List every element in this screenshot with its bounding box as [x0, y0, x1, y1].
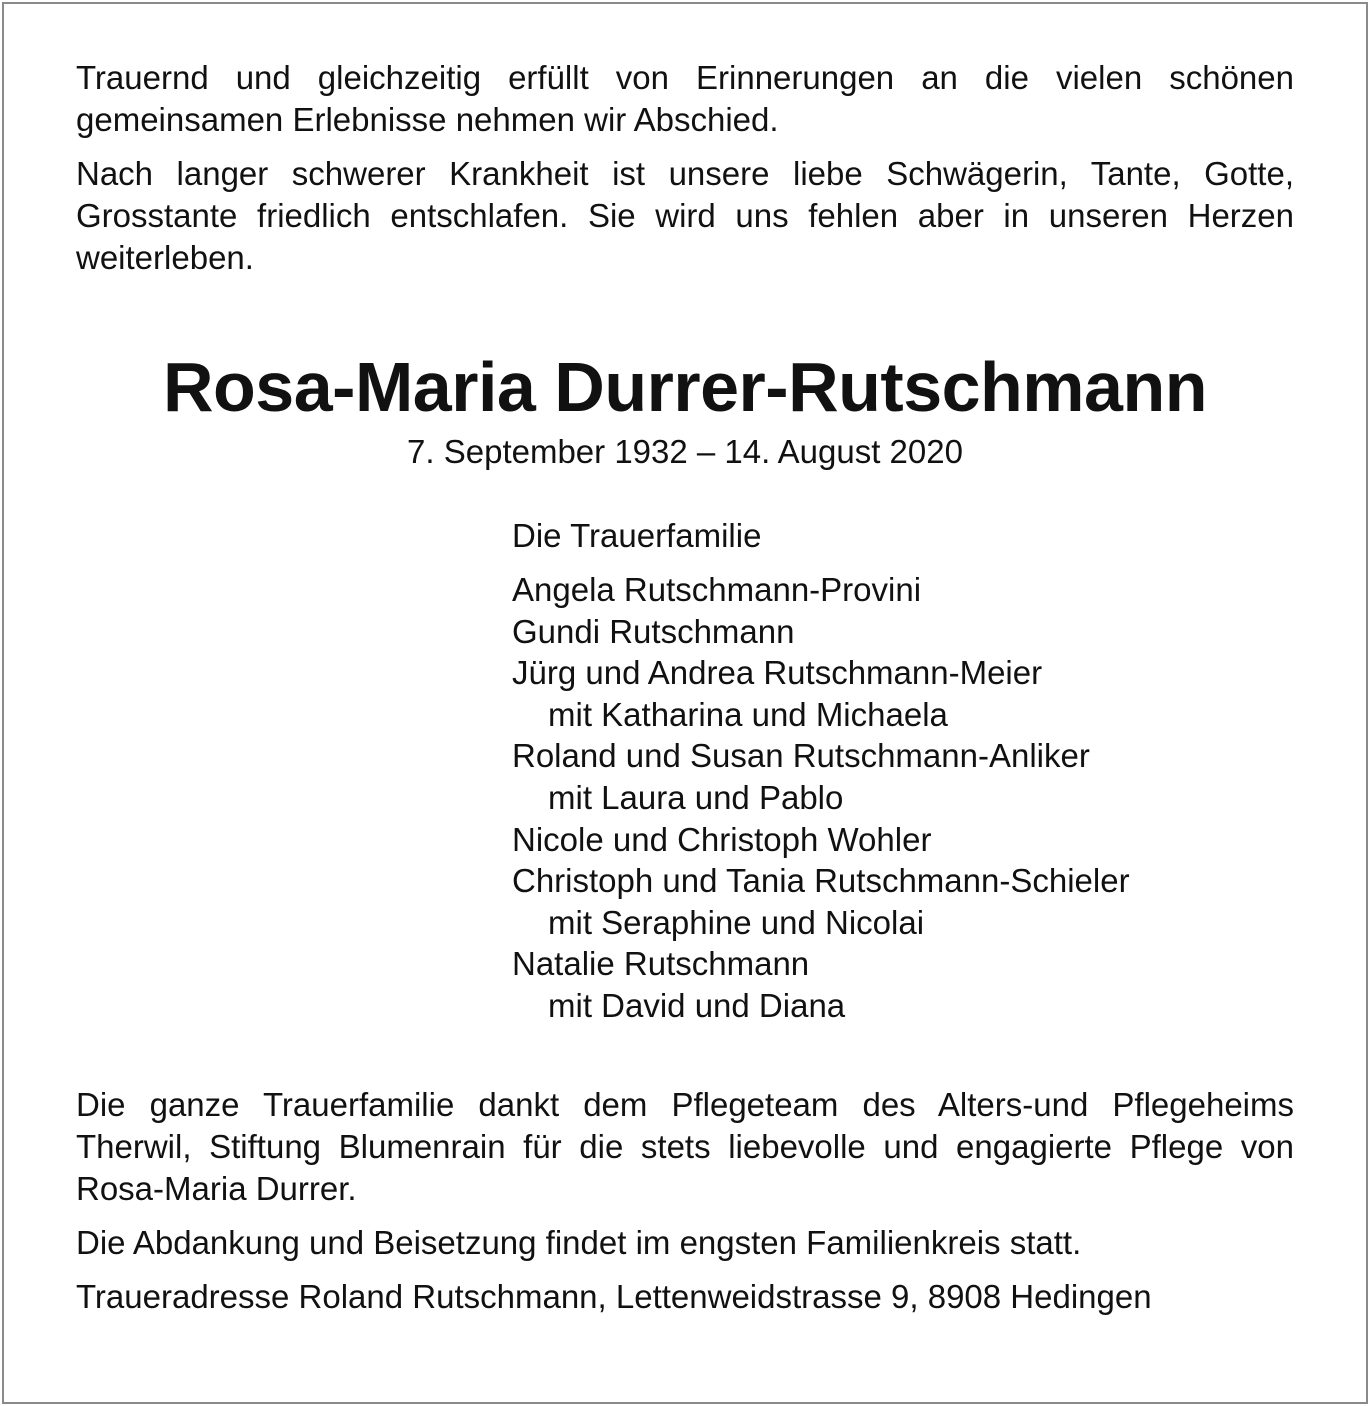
family-member-children: mit Katharina und Michaela — [548, 695, 948, 733]
family-block — [512, 515, 1294, 1027]
obituary-notice — [76, 57, 1294, 1318]
family-member: Gundi Rutschmann — [512, 612, 795, 650]
family-member: Roland und Susan Rutschmann-Anliker — [512, 737, 1090, 775]
family-member: Angela Rutschmann-Provini — [512, 571, 922, 608]
thanks-paragraph: Die ganze Trauerfamilie dankt dem Pflegeteam des Alters-und Pflegeheims Therwil, Stiftung Blumenrain für die stets liebevolle und engagierte Pflege von Rosa-Maria Durrer. — [76, 1085, 1294, 1207]
mourning-address: Traueradresse Roland Rutschmann, Lettenweidstrasse 9, 8908 Hedingen — [76, 1277, 1152, 1315]
intro-paragraph-1: Trauernd und gleichzeitig erfüllt von Erinnerungen an die vielen schönen gemeinsamen Erlebnisse nehmen wir Abschied. — [76, 59, 1294, 138]
family-member: Jürg und Andrea Rutschmann-Meier — [512, 654, 1043, 692]
family-member: Natalie Rutschmann — [512, 945, 810, 983]
family-member-children: mit Laura und Pablo — [548, 778, 844, 816]
family-member: Nicole und Christoph Wohler — [512, 820, 932, 858]
family-heading: Die Trauerfamilie — [512, 517, 762, 554]
ceremony-paragraph: Die Abdankung und Beisetzung findet im engsten Familienkreis statt. — [76, 1223, 1082, 1261]
life-dates: 7. September 1932 – 14. August 2020 — [407, 433, 963, 470]
family-member: Christoph und Tania Rutschmann-Schieler — [512, 862, 1130, 900]
family-member-children: mit Seraphine und Nicolai — [548, 903, 925, 941]
family-member-children: mit David und Diana — [548, 986, 846, 1024]
deceased-name: Rosa-Maria Durrer-Rutschmann — [163, 348, 1207, 426]
intro-paragraph-2: Nach langer schwerer Krankheit ist unsere liebe Schwägerin, Tante, Gotte, Grosstante friedlich entschlafen. Sie wird uns fehlen aber in unseren Herzen weiterleben. — [76, 155, 1294, 276]
